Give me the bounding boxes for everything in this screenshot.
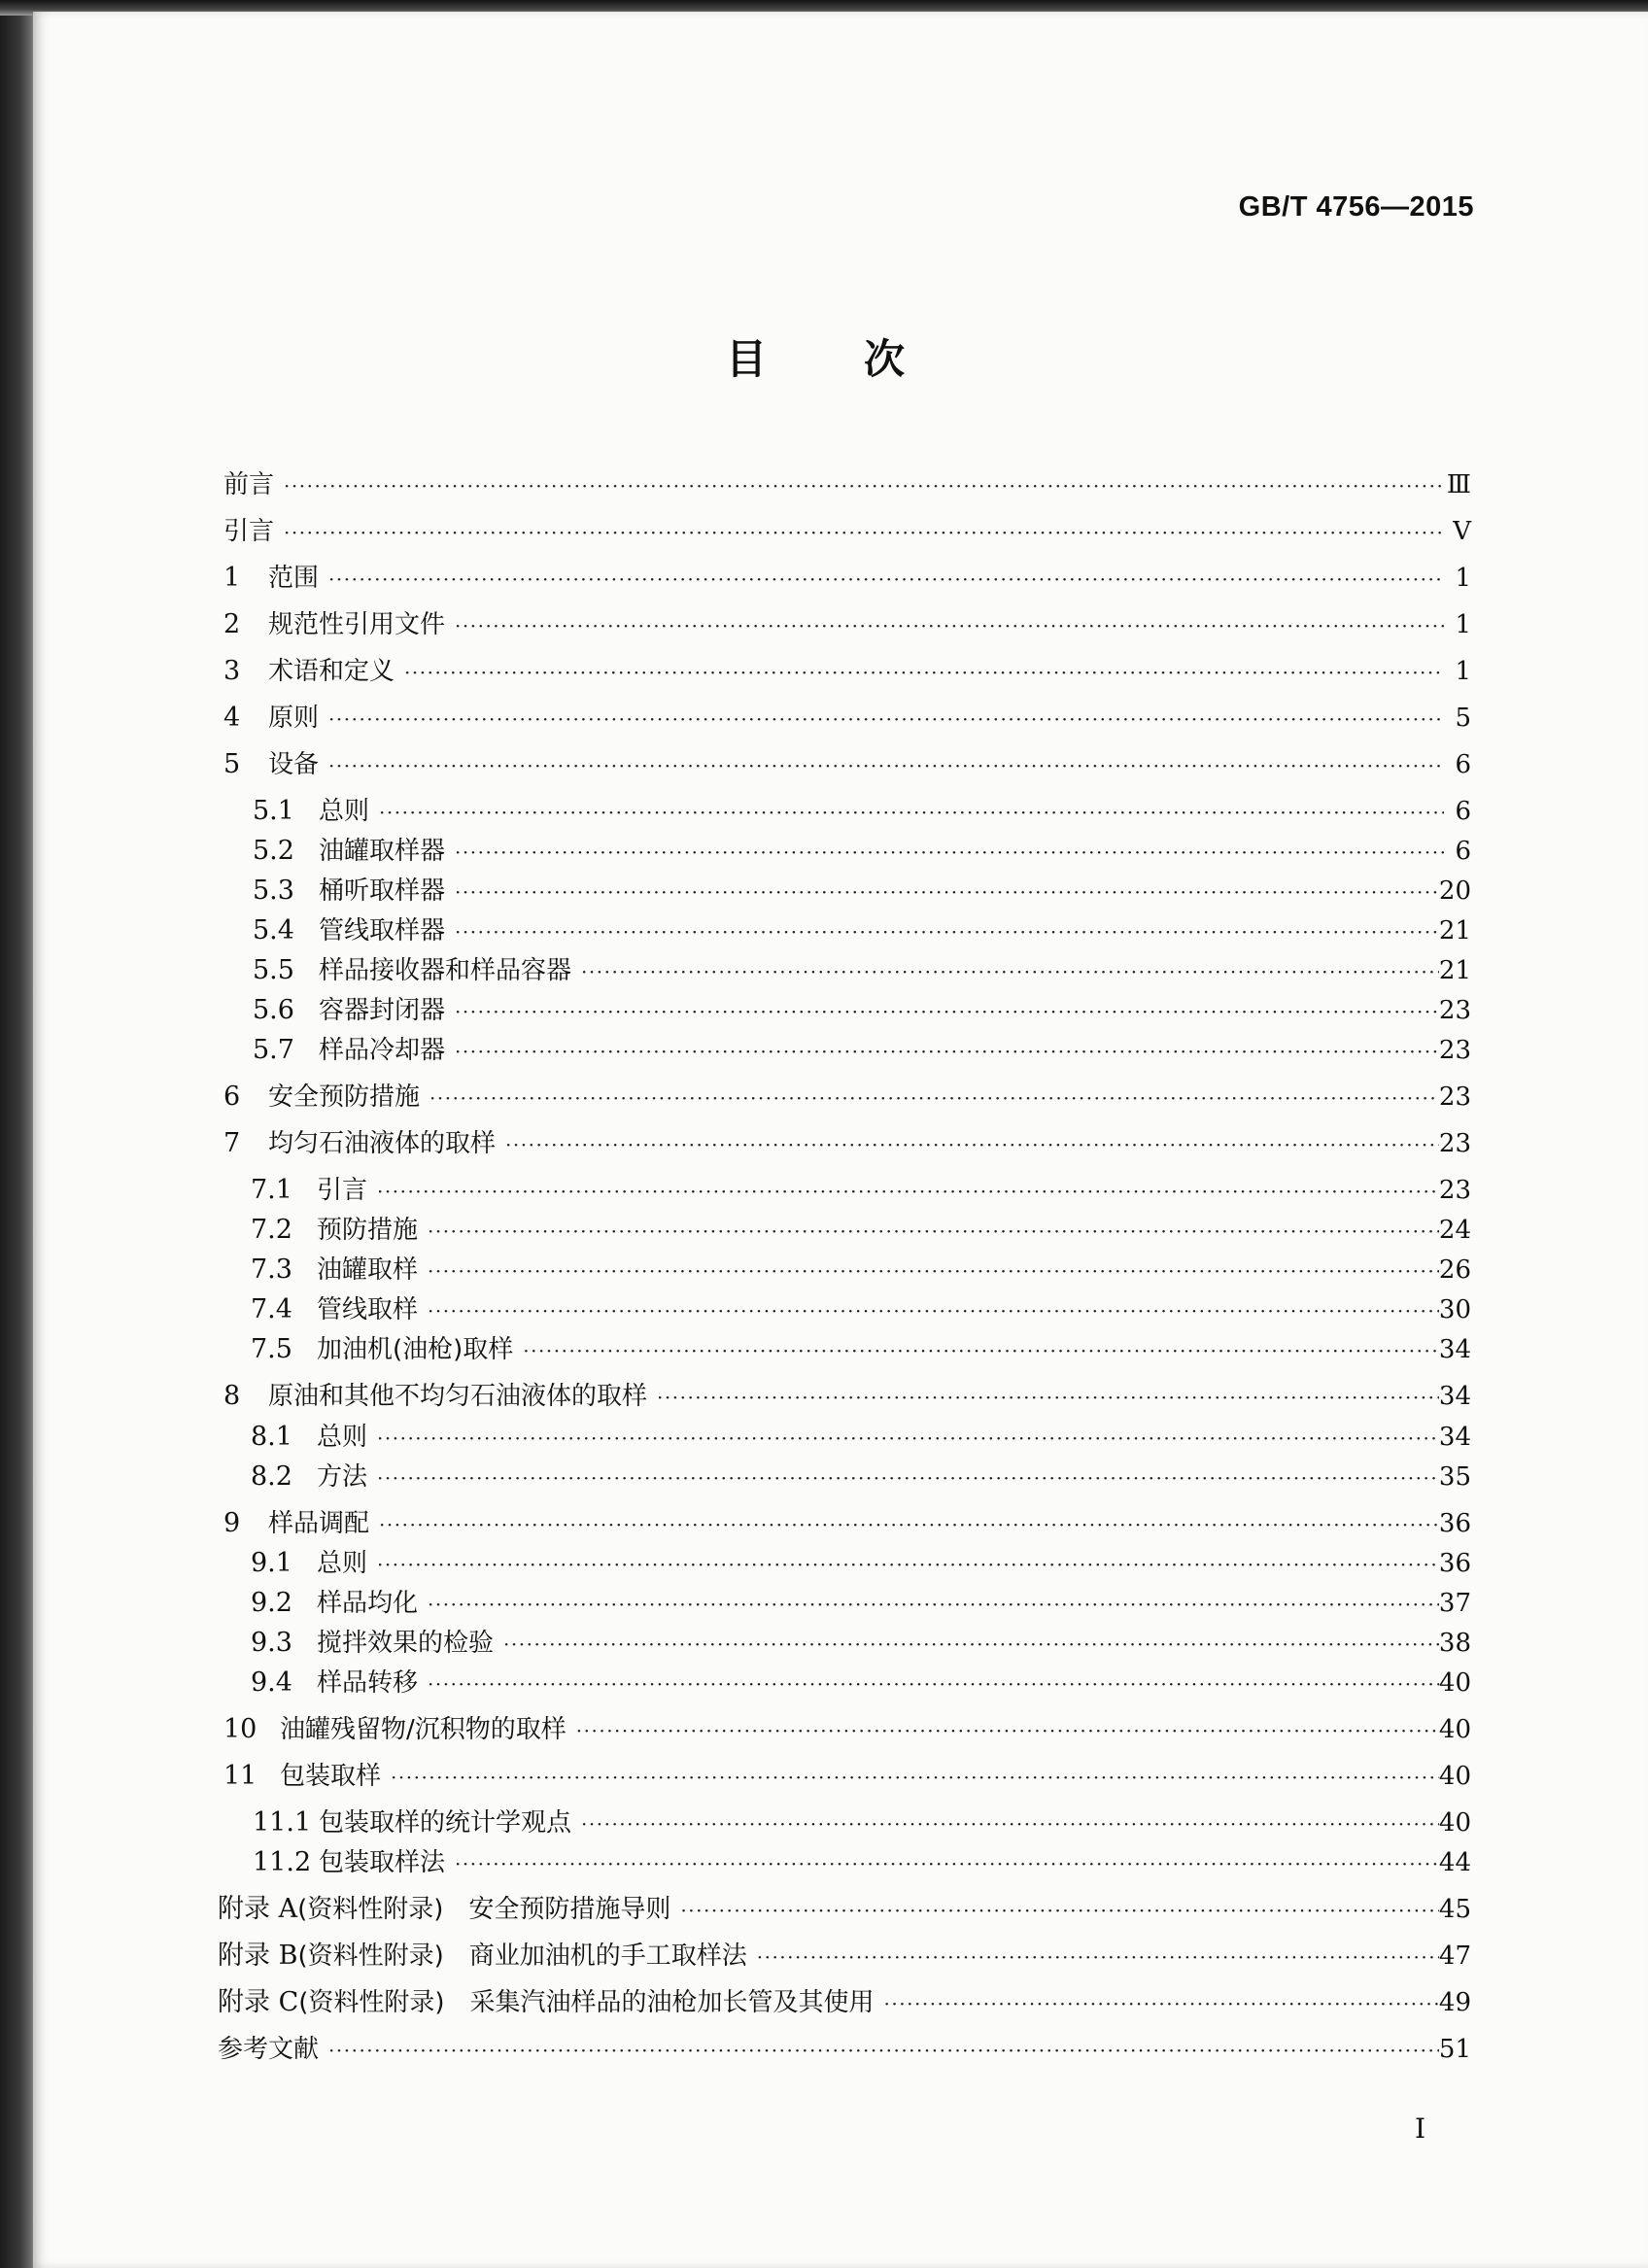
toc-entry-number: 9.2 (251, 1588, 292, 1618)
toc-entry-page: 36 (1438, 1549, 1471, 1578)
toc-entry-title: 包装取样的统计学观点 (319, 1808, 572, 1838)
dot-leader (325, 563, 1444, 596)
toc-entry[interactable] (253, 1034, 1471, 1068)
dot-leader (451, 609, 1444, 642)
toc-entry[interactable] (253, 954, 1471, 988)
toc-entry-page: 40 (1438, 1668, 1471, 1698)
dot-leader (400, 656, 1444, 689)
toc-entry-number: 7.2 (251, 1215, 292, 1245)
toc-entry-number: 7.5 (251, 1334, 292, 1364)
toc-entry[interactable] (251, 1333, 1471, 1367)
dot-leader (375, 796, 1444, 829)
toc-entry-number: 9.1 (251, 1548, 292, 1578)
document-page (33, 12, 1648, 2268)
toc-entry[interactable] (223, 655, 1471, 689)
toc-entry[interactable] (251, 1587, 1471, 1621)
toc-entry-page: 36 (1438, 1509, 1471, 1538)
dot-leader (519, 1334, 1439, 1367)
toc-entry[interactable] (223, 468, 1471, 502)
toc-entry-number: 9.3 (251, 1628, 292, 1658)
toc-entry-title: 总则 (317, 1549, 368, 1578)
toc-entry-page: 40 (1438, 1808, 1471, 1838)
toc-entry-title: 油罐取样 (317, 1255, 419, 1285)
toc-entry[interactable] (253, 795, 1471, 829)
toc-entry-number: 1 (223, 563, 241, 593)
dot-leader (451, 915, 1439, 948)
toc-entry[interactable] (253, 875, 1471, 909)
toc-entry-number: 5.5 (253, 955, 294, 985)
toc-entry-number: 6 (223, 1082, 241, 1112)
toc-entry-page: 40 (1438, 1762, 1471, 1791)
dot-leader (280, 516, 1444, 549)
toc-entry[interactable] (223, 1760, 1471, 1794)
dot-leader (373, 1548, 1439, 1581)
toc-entry[interactable] (223, 702, 1471, 736)
toc-entry[interactable] (251, 1460, 1471, 1495)
dot-leader (577, 955, 1439, 988)
toc-entry-title: 搅拌效果的检验 (317, 1629, 495, 1658)
dot-leader (451, 1847, 1439, 1880)
toc-entry[interactable] (223, 1380, 1471, 1414)
toc-entry-title: 加油机(油枪)取样 (317, 1335, 514, 1364)
toc-entry-page: 21 (1438, 956, 1471, 985)
toc-entry-number: 附录 C (218, 1987, 299, 2017)
toc-entry-number: 8 (223, 1381, 241, 1411)
toc-entry-title: 范围 (268, 564, 320, 593)
toc-entry-page: 34 (1438, 1423, 1471, 1452)
dot-leader (325, 703, 1444, 736)
toc-entry-title: 引言 (317, 1176, 368, 1205)
toc-entry-page: 47 (1438, 1942, 1471, 1971)
toc-entry[interactable] (251, 1174, 1471, 1208)
toc-entry-page: 1 (1455, 610, 1471, 639)
toc-entry-number: 9.4 (251, 1667, 292, 1698)
dot-leader (451, 1035, 1439, 1068)
toc-entry[interactable] (251, 1214, 1471, 1248)
dot-leader (424, 1215, 1439, 1248)
toc-entry[interactable] (251, 1667, 1471, 1701)
toc-entry[interactable] (253, 914, 1471, 948)
toc-entry[interactable] (223, 1713, 1471, 1747)
toc-entry-number: 3 (223, 656, 241, 686)
toc-entry-page: 23 (1438, 1036, 1471, 1065)
toc-entry-title: 术语和定义 (268, 657, 395, 686)
toc-entry[interactable] (223, 562, 1471, 596)
toc-entry-number: 5.4 (253, 915, 294, 945)
toc-entry-number: 7.4 (251, 1294, 292, 1324)
toc-entry-page: 49 (1438, 1988, 1471, 2017)
toc-entry-title: 包装取样 (280, 1762, 382, 1791)
toc-entry-page: 40 (1438, 1715, 1471, 1744)
toc-entry-title: 样品调配 (268, 1509, 370, 1538)
toc-entry-title: 预防措施 (317, 1216, 419, 1245)
toc-entry-page: 51 (1438, 2035, 1471, 2064)
toc-entry-number: 11.1 (253, 1807, 312, 1838)
toc-entry-number: 10 (223, 1714, 258, 1744)
toc-entry-page: 35 (1438, 1462, 1471, 1492)
dot-leader (653, 1381, 1439, 1414)
dot-leader (880, 1987, 1439, 2020)
toc-entry-number: 9 (223, 1508, 241, 1538)
toc-entry-page: 26 (1438, 1255, 1471, 1285)
toc-entry[interactable] (253, 994, 1471, 1028)
toc-entry-title: 管线取样 (317, 1295, 419, 1324)
toc-entry[interactable] (251, 1293, 1471, 1327)
toc-entry-page: 37 (1438, 1589, 1471, 1618)
toc-entry[interactable] (223, 1127, 1471, 1161)
toc-entry-title: 安全预防措施 (268, 1082, 421, 1112)
toc-entry-number: 5.7 (253, 1035, 294, 1065)
toc-entry[interactable] (251, 1627, 1471, 1661)
dot-leader (451, 995, 1439, 1028)
toc-entry-title: 参考文献 (218, 2035, 320, 2064)
dot-leader (451, 876, 1439, 909)
toc-entry[interactable] (253, 1846, 1471, 1880)
toc-entry-number: 8.1 (251, 1422, 292, 1452)
dot-leader (424, 1667, 1439, 1701)
toc-entry-title: 管线取样器 (319, 916, 446, 945)
toc-heading: 目次 (725, 335, 1002, 383)
dot-leader (572, 1714, 1439, 1747)
toc-entry[interactable] (251, 1254, 1471, 1288)
toc-entry-title: (资料性附录) 采集汽油样品的油枪加长管及其使用 (298, 1988, 875, 2017)
toc-entry-page: 6 (1455, 837, 1471, 866)
toc-entry-page: 1 (1455, 657, 1471, 686)
document-code: GB/T 4756—2015 (1238, 191, 1474, 223)
toc-entry-page: 23 (1438, 996, 1471, 1025)
table-of-contents (33, 12, 1648, 2268)
toc-entry[interactable] (223, 515, 1471, 549)
toc-entry[interactable] (218, 1940, 1471, 1974)
toc-entry-title: 样品冷却器 (319, 1036, 446, 1065)
toc-entry-title: 设备 (268, 750, 320, 779)
toc-entry-page: 6 (1455, 797, 1471, 826)
toc-entry-title: 容器封闭器 (319, 996, 446, 1025)
toc-entry-page: Ⅴ (1453, 517, 1471, 546)
toc-entry-title: 引言 (223, 517, 275, 546)
toc-entry-title: 原则 (268, 704, 320, 733)
toc-entry-number: 5 (223, 749, 241, 779)
toc-entry-title: 方法 (317, 1462, 368, 1492)
dot-leader (577, 1807, 1439, 1840)
toc-entry-page: 34 (1438, 1382, 1471, 1411)
toc-entry-page: 5 (1455, 704, 1471, 733)
toc-entry-number: 7.3 (251, 1254, 292, 1285)
toc-entry-number: 2 (223, 609, 241, 639)
page-folio: I (1415, 2113, 1426, 2145)
toc-entry[interactable] (223, 1081, 1471, 1115)
toc-entry-title: 前言 (223, 470, 275, 499)
toc-entry-page: 1 (1455, 564, 1471, 593)
dot-leader (373, 1422, 1439, 1455)
toc-entry-page: 44 (1438, 1848, 1471, 1877)
toc-entry-title: (资料性附录) 商业加油机的手工取样法 (297, 1942, 747, 1971)
toc-entry-page: 21 (1438, 916, 1471, 945)
toc-entry-title: 包装取样法 (319, 1848, 446, 1877)
toc-entry-title: 样品转移 (317, 1668, 419, 1698)
toc-entry-number: 11.2 (253, 1847, 312, 1877)
toc-entry-page: 38 (1438, 1629, 1471, 1658)
dot-leader (499, 1628, 1439, 1661)
dot-leader (753, 1941, 1439, 1974)
toc-entry-number: 5.6 (253, 995, 294, 1025)
toc-entry[interactable] (223, 1507, 1471, 1541)
toc-entry-title: 油罐取样器 (319, 837, 446, 866)
dot-leader (375, 1508, 1439, 1541)
toc-entry-title: 油罐残留物/沉积物的取样 (280, 1715, 566, 1744)
toc-entry-page: 20 (1438, 876, 1471, 906)
toc-entry[interactable] (218, 2033, 1471, 2067)
dot-leader (373, 1461, 1439, 1495)
toc-entry-title: 规范性引用文件 (268, 610, 446, 639)
toc-entry-number: 附录 B (218, 1941, 298, 1971)
toc-entry[interactable] (253, 835, 1471, 869)
toc-entry-page: 6 (1455, 750, 1471, 779)
toc-entry[interactable] (218, 1986, 1471, 2020)
toc-entry-number: 4 (223, 703, 241, 733)
toc-entry-number: 7.1 (251, 1175, 292, 1205)
dot-leader (280, 469, 1444, 502)
dot-leader (424, 1254, 1439, 1288)
toc-entry-title: (资料性附录) 安全预防措施导则 (297, 1895, 671, 1924)
toc-entry-page: 23 (1438, 1129, 1471, 1158)
toc-entry-number: 5.3 (253, 876, 294, 906)
toc-entry-page: 24 (1438, 1216, 1471, 1245)
dot-leader (424, 1588, 1439, 1621)
dot-leader (325, 2034, 1439, 2067)
scan-shadow-left (0, 0, 37, 2268)
dot-leader (387, 1761, 1439, 1794)
dot-leader (373, 1175, 1439, 1208)
toc-entry[interactable] (251, 1421, 1471, 1455)
dot-leader (451, 836, 1444, 869)
toc-entry-page: 23 (1438, 1176, 1471, 1205)
toc-entry-page: 30 (1438, 1295, 1471, 1324)
toc-entry-title: 总则 (317, 1423, 368, 1452)
toc-entry-number: 8.2 (251, 1461, 292, 1492)
toc-entry-title: 样品均化 (317, 1589, 419, 1618)
toc-entry-title: 均匀石油液体的取样 (268, 1129, 497, 1158)
dot-leader (426, 1082, 1439, 1115)
toc-entry[interactable] (223, 748, 1471, 782)
toc-entry-number: 7 (223, 1128, 241, 1158)
toc-entry[interactable] (223, 608, 1471, 642)
toc-entry-number: 11 (223, 1761, 258, 1791)
dot-leader (676, 1894, 1439, 1927)
toc-entry-title: 桶听取样器 (319, 876, 446, 906)
toc-entry-number: 5.2 (253, 836, 294, 866)
toc-entry[interactable] (251, 1547, 1471, 1581)
toc-entry-title: 原油和其他不均匀石油液体的取样 (268, 1382, 648, 1411)
toc-entry-page: Ⅲ (1446, 470, 1471, 499)
toc-entry-page: 23 (1438, 1082, 1471, 1112)
toc-entry-number: 附录 A (218, 1894, 298, 1924)
dot-leader (325, 749, 1444, 782)
toc-entry-number: 5.1 (253, 796, 294, 826)
dot-leader (501, 1128, 1439, 1161)
toc-entry-page: 34 (1438, 1335, 1471, 1364)
toc-entry-page: 45 (1438, 1895, 1471, 1924)
toc-entry[interactable] (218, 1893, 1471, 1927)
toc-entry-title: 总则 (319, 797, 370, 826)
toc-entry-title: 样品接收器和样品容器 (319, 956, 572, 985)
dot-leader (424, 1294, 1439, 1327)
toc-entry[interactable] (253, 1806, 1471, 1840)
